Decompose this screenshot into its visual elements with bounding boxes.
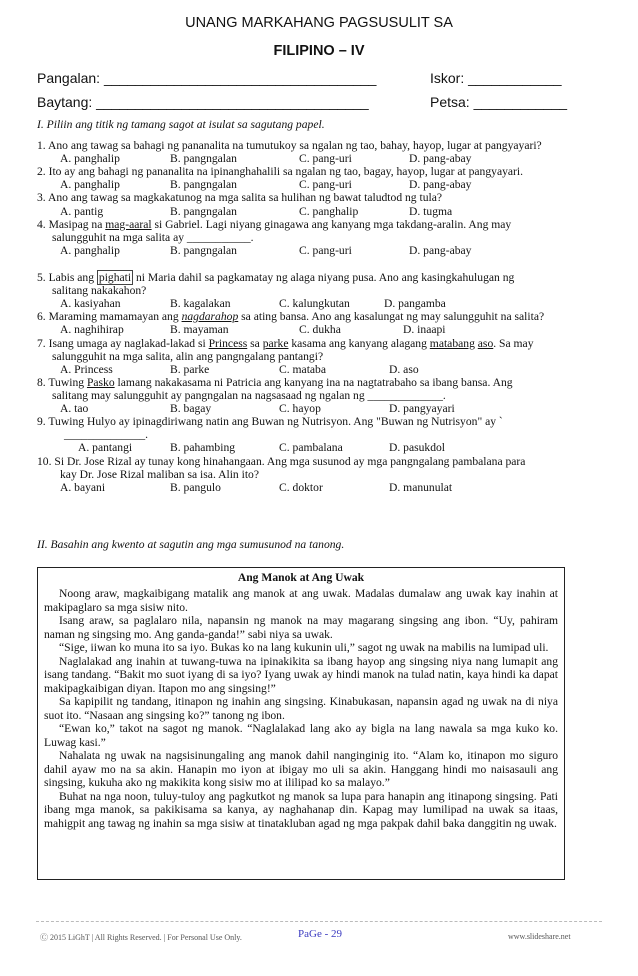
- q9-option-a: A. pantangi: [78, 441, 133, 454]
- exam-title: UNANG MARKAHANG PAGSUSULIT SA: [185, 15, 453, 31]
- q2-option-a: A. panghalip: [60, 178, 120, 191]
- q9-option-b: B. pahambing: [170, 441, 236, 454]
- story-text: [44, 587, 558, 830]
- exam-subject: FILIPINO – IV: [273, 43, 365, 59]
- question-1: 1. Ano ang tawag sa bahagi ng pananalita na tumutukoy sa ngalan ng tao, bahay, hayop, lugar at pangyayari?: [37, 139, 542, 152]
- q6-option-d: D. inaapi: [403, 323, 446, 336]
- question-8-cont: salitang may salungguhit ay pangngalan na nagsasaad ng ngalan ng _____________.: [52, 389, 446, 402]
- q1-option-b: B. pangngalan: [170, 152, 237, 165]
- q1-option-c: C. pang-uri: [299, 152, 352, 165]
- footer-divider: [36, 921, 602, 922]
- question-5-cont: salitang nakakahon?: [52, 284, 147, 297]
- underlined-word: parke: [262, 337, 289, 350]
- q4-option-d: D. pang-abay: [409, 244, 472, 257]
- story-paragraph: Isang araw, sa paglalaro nila, napansin ng manok na may magarang singsing ang ibon. “Uy, pahiram naman ng singsing mo. Ang ganda-ganda!” sabi niya sa uwak.: [44, 614, 558, 641]
- q8-option-a: A. tao: [60, 402, 89, 415]
- q5-option-d: D. pangamba: [384, 297, 446, 310]
- q3-option-b: B. pangngalan: [170, 205, 237, 218]
- question-3: 3. Ano ang tawag sa magkakatunog na mga salita sa hulihan ng bawat taludtod ng tula?: [37, 191, 443, 204]
- boxed-word: pighati: [98, 271, 132, 284]
- underlined-word: matabang: [429, 337, 475, 350]
- q10-option-b: B. pangulo: [170, 481, 221, 494]
- q9-option-d: D. pasukdol: [389, 441, 446, 454]
- q1-option-a: A. panghalip: [60, 152, 120, 165]
- question-9: 9. Tuwing Hulyo ay ipinagdiriwang natin ang Buwan ng Nutrisyon. Ang "Buwan ng Nutrisyon" ay `: [37, 415, 503, 428]
- q6-option-b: B. mayaman: [170, 323, 229, 336]
- page-number: PaGe - 29: [298, 928, 342, 940]
- q7-option-a: A. Princess: [60, 363, 113, 376]
- story-title: Ang Manok at Ang Uwak: [237, 571, 365, 584]
- question-5: 5. Labis ang pighati ni Maria dahil sa pagkamatay ng alaga niyang pusa. Ano ang kasingkahulugan ng: [37, 271, 515, 284]
- footer-copyright: Ⓒ 2015 LiGhT | All Rights Reserved. | For Personal Use Only.: [40, 933, 242, 942]
- story-paragraph: Noong araw, magkaibigang matalik ang manok at ang uwak. Madalas dumalaw ang uwak kay inahin at makipaglaro sa mga sisiw nito.: [44, 587, 558, 614]
- underlined-word: Pasko: [86, 376, 115, 389]
- question-6: 6. Maraming mamamayan ang nagdarahop sa ating bansa. Ano ang kasalungat ng may salungguhit na salita?: [37, 310, 545, 323]
- underlined-word: Princess: [208, 337, 248, 350]
- q2-option-d: D. pang-abay: [409, 178, 472, 191]
- question-4: 4. Masipag na mag-aaral si Gabriel. Lagi niyang ginagawa ang kanyang mga takdang-aralin. Ang may: [37, 218, 512, 231]
- q4-option-a: A. panghalip: [60, 244, 120, 257]
- story-paragraph: Naglalakad ang inahin at tuwang-tuwa na ipinakikita sa ibang hayop ang singsing niya nang lumapit ang isang tandang. “Bakit mo suot iyang di sa iyo? Iyang uwak ay hindi manok na tulad natin, kaya hindi ka dapat makipagkaibigan diyan. Itapon mo ang singsing!”: [44, 654, 558, 695]
- q10-option-a: A. bayani: [60, 481, 106, 494]
- q10-option-c: C. doktor: [279, 481, 323, 494]
- footer-website: www.slideshare.net: [508, 932, 571, 941]
- q2-option-c: C. pang-uri: [299, 178, 352, 191]
- question-7: 7. Isang umaga ay naglakad-lakad si Princess sa parke kasama ang kanyang alagang matabang aso. Sa may: [37, 337, 534, 350]
- question-2: 2. Ito ay ang bahagi ng pananalita na ipinanghahalili sa ngalan ng tao, bagay, hayop, lugar at pangyayari.: [37, 165, 524, 178]
- date-field: Petsa: ____________: [430, 94, 568, 110]
- story-paragraph: “Ewan ko,” takot na sagot ng manok. “Naglalakad lang ako ay bigla na lang nawala sa mga kuko ko. Luwag kasi.”: [44, 722, 558, 749]
- q5-option-b: B. kagalakan: [170, 297, 231, 310]
- q2-option-b: B. pangngalan: [170, 178, 237, 191]
- q3-option-c: C. panghalip: [299, 205, 359, 218]
- q1-option-d: D. pang-abay: [409, 152, 472, 165]
- q4-option-b: B. pangngalan: [170, 244, 237, 257]
- q8-option-c: C. hayop: [279, 402, 321, 415]
- story-paragraph: “Sige, iiwan ko muna ito sa iyo. Bukas ko na lang kukunin uli,” sagot ng uwak na mabilis na lumipad uli.: [59, 641, 549, 654]
- story-paragraph: Buhat na nga noon, tuluy-tuloy ang pagkutkot ng manok sa lupa para hanapin ang itinapong singsing. Pati ibang mga manok, sa pakikisama sa kanya, ay naghahanap din. Kapag may lumilipad na uwak sa itaas, mahigpit ang tawag ng inahin sa mga sisiw at tinatakluban agad ng mga pakpak dahil baka danggitin ng uwak.: [44, 789, 558, 830]
- underlined-word: aso: [477, 337, 494, 350]
- q5-option-c: C. kalungkutan: [279, 297, 350, 310]
- underlined-word: nagdarahop: [181, 310, 239, 323]
- score-field: Iskor: ____________: [430, 70, 562, 86]
- q10-option-d: D. manunulat: [389, 481, 453, 494]
- question-10: 10. Si Dr. Jose Rizal ay tunay kong hinahangaan. Ang mga susunod ay mga pangngalang pambalana para: [37, 455, 526, 468]
- q8-option-b: B. bagay: [170, 402, 212, 415]
- q9-option-c: C. pambalana: [279, 441, 343, 454]
- q3-option-a: A. pantig: [60, 205, 104, 218]
- name-field: Pangalan: ___________________________________: [37, 70, 377, 86]
- question-7-cont: salungguhit na mga salita, alin ang pangngalang pantangi?: [52, 350, 324, 363]
- part1-instruction: I. Piliin ang titik ng tamang sagot at isulat sa sagutang papel.: [37, 118, 325, 131]
- q7-option-c: C. mataba: [279, 363, 327, 376]
- q8-option-d: D. pangyayari: [389, 402, 455, 415]
- q4-option-c: C. pang-uri: [299, 244, 352, 257]
- q6-option-c: C. dukha: [299, 323, 341, 336]
- q7-option-b: B. parke: [170, 363, 210, 376]
- q6-option-a: A. naghihirap: [60, 323, 124, 336]
- q7-option-d: D. aso: [389, 363, 419, 376]
- story-paragraph: Nahalata ng uwak na nagsisinungaling ang manok dahil nanginginig ito. “Alam ko, itinapon mo siguro dahil ayaw mo na sa akin. Hanapin mo iyon at ibigay mo uli sa akin. Hanggang hindi mo naisasauli ang singsing, kukuha ako ng makikita kong sisiw mo at ililipad ko sa malayo.”: [44, 749, 558, 789]
- grade-field: Baytang: ___________________________________: [37, 94, 369, 110]
- question-10-cont: kay Dr. Jose Rizal maliban sa isa. Alin ito?: [60, 468, 259, 481]
- question-8: 8. Tuwing Pasko lamang nakakasama ni Patricia ang kanyang ina na nagtatrabaho sa ibang bansa. Ang: [37, 376, 513, 389]
- question-9-cont: ______________.: [64, 428, 149, 441]
- part2-instruction: II. Basahin ang kwento at sagutin ang mga sumusunod na tanong.: [37, 538, 345, 551]
- q3-option-d: D. tugma: [409, 205, 453, 218]
- q5-option-a: A. kasiyahan: [60, 297, 121, 310]
- underlined-word: mag-aaral: [105, 218, 152, 231]
- story-paragraph: Sa kapipilit ng tandang, itinapon ng inahin ang singsing. Kinabukasan, napansin agad ng uwak na di niya suot ito. “Nasaan ang singsing ko?” tanong ng ibon.: [44, 695, 558, 722]
- question-4-cont: salungguhit na mga salita ay ___________.: [52, 231, 254, 244]
